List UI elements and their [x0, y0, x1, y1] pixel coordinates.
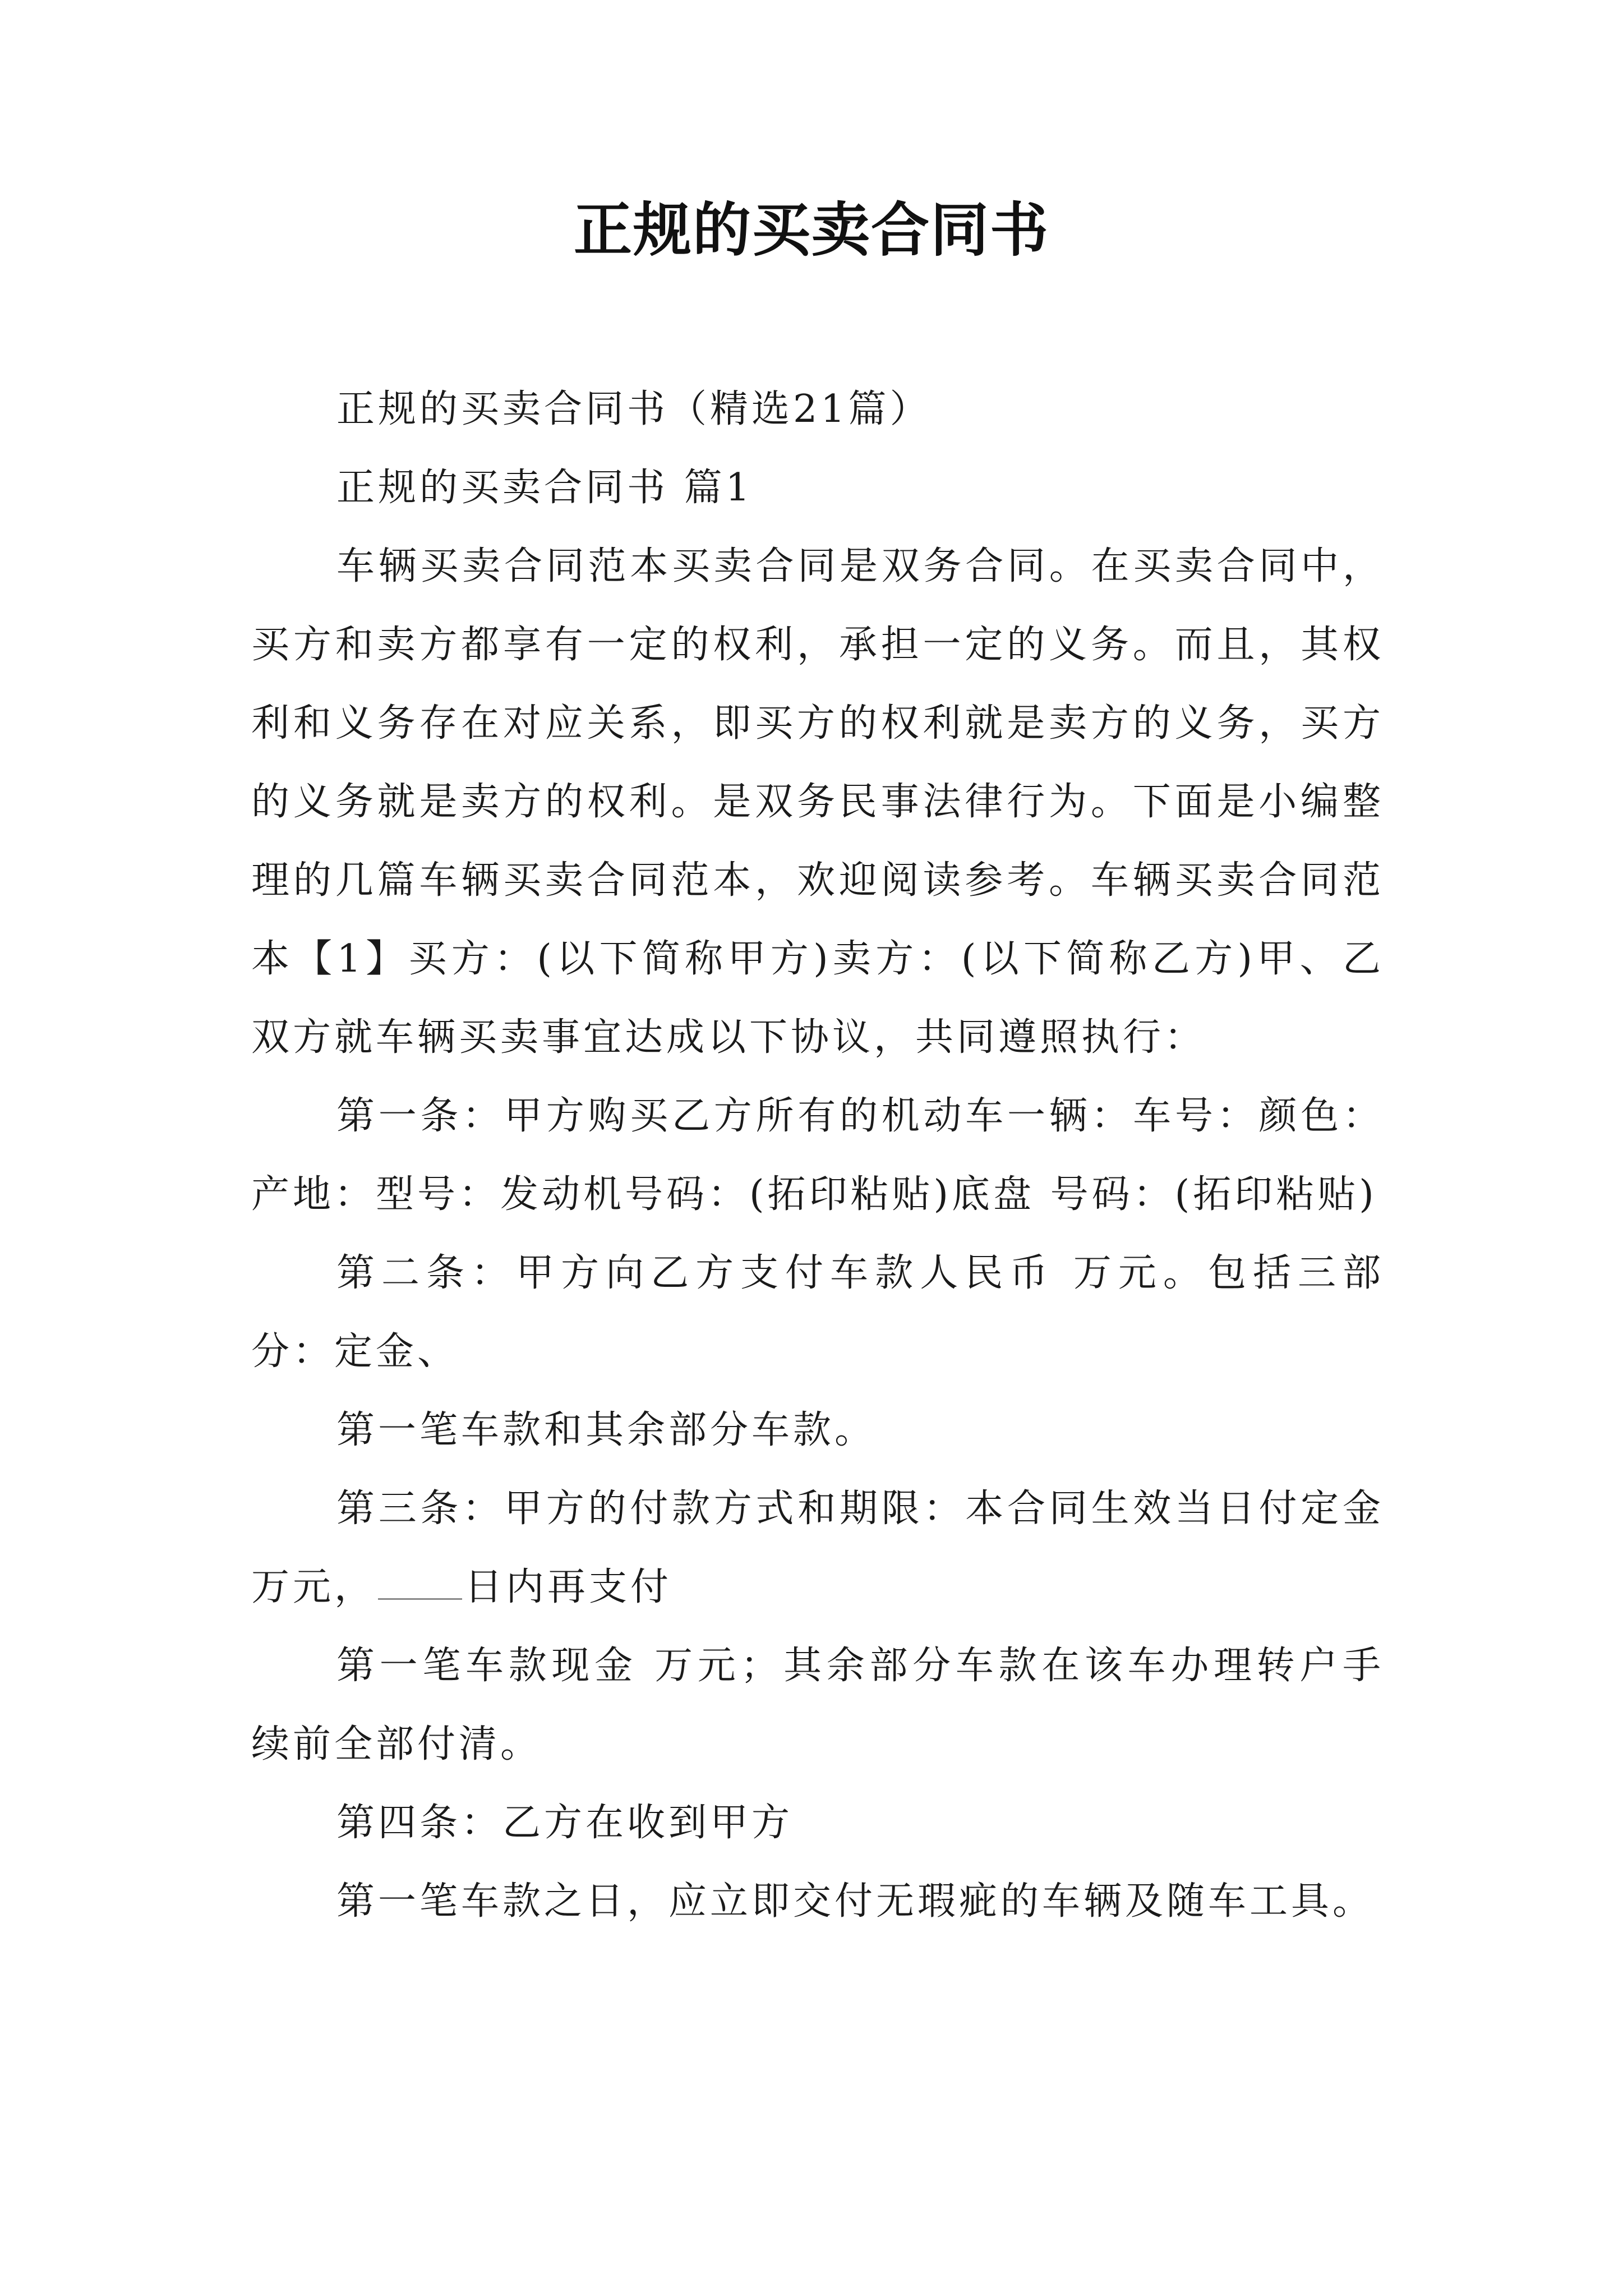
article-1-paragraph: 第一条：甲方购买乙方所有的机动车一辆：车号：颜色：产地：型号：发动机号码：(拓印粘贴)底盘 号码：(拓印粘贴)	[251, 1094, 1384, 1217]
intro-paragraph: 车辆买卖合同范本买卖合同是双务合同。在买卖合同中，买方和卖方都享有一定的权利，承担一定的义务。而且，其权利和义务存在对应关系，即买方的权利就是卖方的义务，买方的义务就是卖方的权利。是双务民事法律行为。下面是小编整理的几篇车辆买卖合同范本，欢迎阅读参考。车辆买卖合同范本【1】买方：(以下简称甲方)卖方：(以下简称乙方)甲、乙双方就车辆买卖事宜达成以下协议，共同遵照执行：	[251, 544, 1384, 1060]
article-4-paragraph: 第四条：乙方在收到甲方	[336, 1801, 794, 1845]
article-2-paragraph: 第二条：甲方向乙方支付车款人民币 万元。包括三部分：定金、	[251, 1251, 1384, 1374]
article-3-text-b: 日内再支付	[464, 1565, 672, 1609]
fill-in-blank	[378, 1596, 462, 1600]
article-4-continuation: 第一笔车款之日，应立即交付无瑕疵的车辆及随车工具。	[336, 1879, 1375, 1924]
document-body	[251, 370, 1384, 1941]
article-3-continuation: 第一笔车款现金 万元；其余部分车款在该车办理转户手续前全部付清。	[251, 1644, 1384, 1766]
document-title: 正规的买卖合同书	[573, 195, 1049, 264]
subtitle-line: 正规的买卖合同书（精选21篇）	[336, 387, 932, 431]
article-3-paragraph	[251, 1470, 1384, 1627]
article-2-continuation: 第一笔车款和其余部分车款。	[336, 1408, 877, 1452]
section-heading: 正规的买卖合同书 篇1	[336, 466, 753, 510]
article-3-text-a: 第三条：甲方的付款方式和期限：本合同生效当日付定金 万元，	[251, 1487, 1384, 1609]
